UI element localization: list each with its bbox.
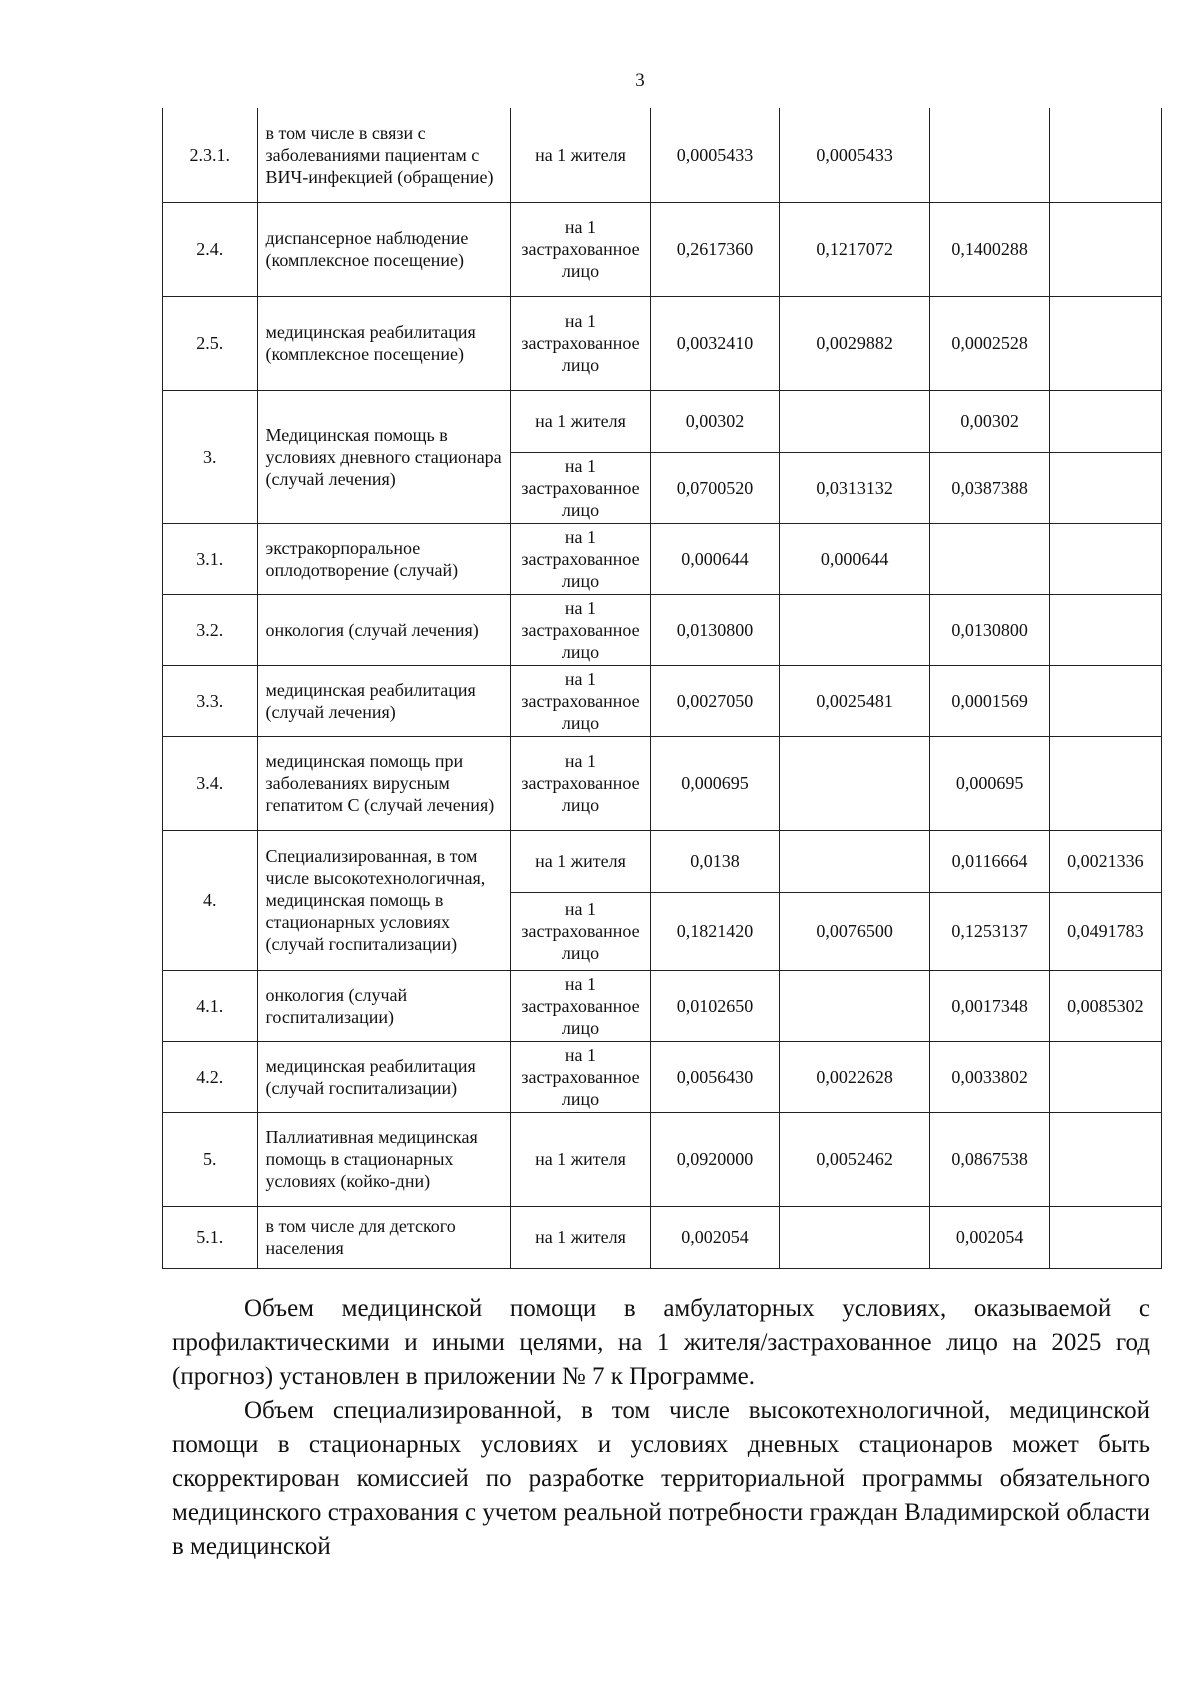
row-name: медицинская реабилитация (случай лечения) [257,665,510,736]
table-row [163,594,1162,665]
value-col4 [1049,665,1161,736]
row-name: онкология (случай госпитализации) [257,970,510,1041]
table-row [163,296,1162,390]
row-name: онкология (случай лечения) [257,594,510,665]
row-number: 4.1. [163,970,258,1041]
value-col2: 0,0313132 [779,452,930,523]
row-name: диспансерное наблюдение (комплексное посещение) [257,202,510,296]
row-number: 4.2. [163,1041,258,1112]
value-col2: 0,0022628 [779,1041,930,1112]
row-unit: на 1 застрахованное лицо [510,296,650,390]
value-col3: 0,0001569 [930,665,1049,736]
table-row [163,1041,1162,1112]
row-unit: на 1 жителя [510,108,650,202]
value-col4 [1049,1041,1161,1112]
row-name: в том числе для детского населения [257,1206,510,1268]
value-col2 [779,594,930,665]
value-col3: 0,0002528 [930,296,1049,390]
table-row [163,665,1162,736]
value-col2 [779,390,930,452]
value-col3: 0,00302 [930,390,1049,452]
value-col4 [1049,296,1161,390]
value-col2: 0,0029882 [779,296,930,390]
row-number: 4. [163,830,258,970]
value-col3 [930,108,1049,202]
value-col3: 0,1400288 [930,202,1049,296]
row-unit: на 1 жителя [510,1206,650,1268]
row-unit: на 1 застрахованное лицо [510,665,650,736]
paragraph: Объем специализированной, в том числе высокотехнологичной, медицинской помощи в стационарных условиях и условиях дневных стационаров может быть скорректирован комиссией по разработке территориальной программы обязательного медицинского страхования с учетом реальной потребности граждан Владимирской области в медицинской [172,1397,1150,1560]
page-number: 3 [635,70,645,91]
value-col4 [1049,736,1161,830]
value-col2: 0,0052462 [779,1112,930,1206]
paragraph: Объем медицинской помощи в амбулаторных условиях, оказываемой с профилактическими и иными целями, на 1 жителя/застрахованное лицо на 2025 год (прогноз) установлен в приложении № 7 к Программе. [172,1295,1150,1390]
table-row [163,830,1162,892]
row-name: Специализированная, в том числе высокотехнологичная, медицинская помощь в стационарных условиях (случай госпитализации) [257,830,510,970]
value-total: 0,0032410 [651,296,780,390]
row-name: Медицинская помощь в условиях дневного стационара (случай лечения) [257,390,510,523]
row-number: 5.1. [163,1206,258,1268]
row-number: 5. [163,1112,258,1206]
value-col3: 0,0017348 [930,970,1049,1041]
value-col3: 0,0867538 [930,1112,1049,1206]
row-unit: на 1 застрахованное лицо [510,202,650,296]
value-col4 [1049,594,1161,665]
table-row [163,390,1162,452]
value-col3 [930,523,1049,594]
value-total: 0,0005433 [651,108,780,202]
value-col3: 0,0387388 [930,452,1049,523]
value-total: 0,000695 [651,736,780,830]
row-name: Паллиативная медицинская помощь в стационарных условиях (койко-дни) [257,1112,510,1206]
value-total: 0,00302 [651,390,780,452]
row-unit: на 1 застрахованное лицо [510,736,650,830]
row-unit: на 1 жителя [510,830,650,892]
value-col4 [1049,202,1161,296]
value-col2: 0,000644 [779,523,930,594]
row-unit: на 1 жителя [510,390,650,452]
row-number: 3.3. [163,665,258,736]
value-col3: 0,1253137 [930,892,1049,970]
row-number: 3.1. [163,523,258,594]
row-number: 3. [163,390,258,523]
row-unit: на 1 застрахованное лицо [510,1041,650,1112]
value-col3: 0,0033802 [930,1041,1049,1112]
value-total: 0,002054 [651,1206,780,1268]
row-unit: на 1 застрахованное лицо [510,452,650,523]
table-row [163,1206,1162,1268]
row-number: 3.2. [163,594,258,665]
row-number: 3.4. [163,736,258,830]
row-name: медицинская реабилитация (комплексное посещение) [257,296,510,390]
value-total: 0,2617360 [651,202,780,296]
value-total: 0,0102650 [651,970,780,1041]
row-unit: на 1 застрахованное лицо [510,594,650,665]
table-row [163,1112,1162,1206]
value-col4 [1049,390,1161,452]
table-row [163,108,1162,202]
value-total: 0,0056430 [651,1041,780,1112]
value-col3: 0,000695 [930,736,1049,830]
row-number: 2.5. [163,296,258,390]
row-unit: на 1 застрахованное лицо [510,523,650,594]
value-total: 0,0920000 [651,1112,780,1206]
value-col2: 0,0005433 [779,108,930,202]
value-col2: 0,1217072 [779,202,930,296]
value-col2 [779,1206,930,1268]
row-name: медицинская помощь при заболеваниях вирусным гепатитом С (случай лечения) [257,736,510,830]
table-row [163,523,1162,594]
row-number: 2.4. [163,202,258,296]
value-col2 [779,830,930,892]
value-col4: 0,0021336 [1049,830,1161,892]
value-col4 [1049,1206,1161,1268]
value-total: 0,1821420 [651,892,780,970]
value-total: 0,0027050 [651,665,780,736]
value-col3: 0,0116664 [930,830,1049,892]
value-col4: 0,0085302 [1049,970,1161,1041]
value-col4: 0,0491783 [1049,892,1161,970]
value-col2 [779,970,930,1041]
row-unit: на 1 застрахованное лицо [510,892,650,970]
row-number: 2.3.1. [163,108,258,202]
value-col4 [1049,523,1161,594]
value-total: 0,000644 [651,523,780,594]
value-col4 [1049,1112,1161,1206]
value-total: 0,0138 [651,830,780,892]
value-total: 0,0700520 [651,452,780,523]
table-row [163,736,1162,830]
value-col3: 0,0130800 [930,594,1049,665]
value-col3: 0,002054 [930,1206,1049,1268]
row-name: экстракорпоральное оплодотворение (случай) [257,523,510,594]
value-col2: 0,0076500 [779,892,930,970]
value-col4 [1049,452,1161,523]
row-name: в том числе в связи с заболеваниями пациентам с ВИЧ-инфекцией (обращение) [257,108,510,202]
row-unit: на 1 застрахованное лицо [510,970,650,1041]
value-col2: 0,0025481 [779,665,930,736]
table-row [163,970,1162,1041]
value-col2 [779,736,930,830]
row-unit: на 1 жителя [510,1112,650,1206]
table-row [163,202,1162,296]
volume-table [162,108,1162,1269]
row-name: медицинская реабилитация (случай госпитализации) [257,1041,510,1112]
value-total: 0,0130800 [651,594,780,665]
body-text [172,1292,1150,1564]
value-col4 [1049,108,1161,202]
